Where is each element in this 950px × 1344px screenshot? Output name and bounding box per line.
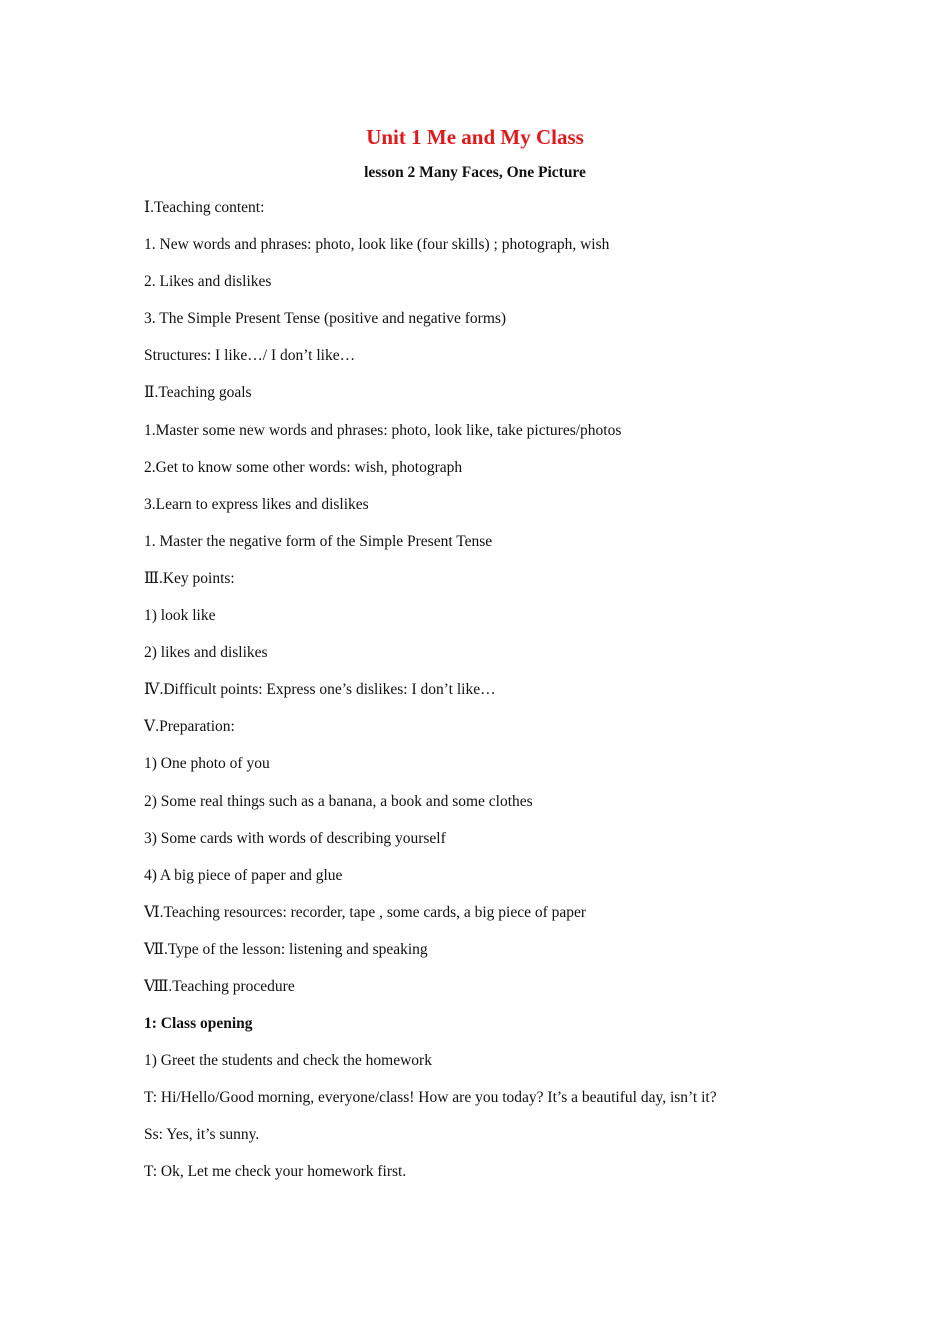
text-line: 2) likes and dislikes (144, 644, 268, 662)
text-line: Ⅴ.Preparation: (144, 718, 235, 736)
document-title: Unit 1 Me and My Class (366, 125, 584, 149)
text-line: 3. The Simple Present Tense (positive and negative forms) (144, 310, 507, 328)
text-line: Ⅷ.Teaching procedure (144, 977, 295, 995)
text-line: 1.Master some new words and phrases: photo, look like, take pictures/photos (144, 421, 622, 439)
text-line: T: Hi/Hello/Good morning, everyone/class! How are you today? It’s a beautiful day, isn’t it? (144, 1089, 717, 1107)
text-line: 1. Master the negative form of the Simple Present Tense (144, 532, 493, 550)
document-body (144, 197, 844, 1199)
text-line: 1) Greet the students and check the homework (144, 1052, 432, 1070)
text-line: 4) A big piece of paper and glue (144, 866, 343, 884)
text-line: Ⅰ.Teaching content: (144, 199, 265, 216)
text-line: Ⅱ.Teaching goals (144, 384, 252, 402)
text-line: Ⅲ.Key points: (144, 569, 235, 587)
text-line: Ⅵ.Teaching resources: recorder, tape , some cards, a big piece of paper (144, 903, 587, 921)
document-subtitle: lesson 2 Many Faces, One Picture (364, 164, 586, 181)
text-line: Ⅶ.Type of the lesson: listening and speaking (144, 940, 428, 958)
text-line: Ⅳ.Difficult points: Express one’s dislikes: I don’t like… (144, 681, 496, 699)
text-line: 2) Some real things such as a banana, a book and some clothes (144, 792, 533, 810)
text-line: 2.Get to know some other words: wish, photograph (144, 458, 463, 476)
text-line: 1) look like (144, 607, 216, 625)
text-line: 1. New words and phrases: photo, look like (four skills) ; photograph, wish (144, 236, 610, 254)
text-line: Structures: I like…/ I don’t like… (144, 347, 356, 365)
section-heading: 1: Class opening (144, 1015, 253, 1033)
text-line: T: Ok, Let me check your homework first. (144, 1163, 407, 1181)
text-line: 2. Likes and dislikes (144, 273, 272, 291)
text-line: Ss: Yes, it’s sunny. (144, 1126, 260, 1144)
text-line: 1) One photo of you (144, 755, 270, 773)
text-line: 3) Some cards with words of describing yourself (144, 829, 446, 847)
text-line: 3.Learn to express likes and dislikes (144, 495, 369, 513)
